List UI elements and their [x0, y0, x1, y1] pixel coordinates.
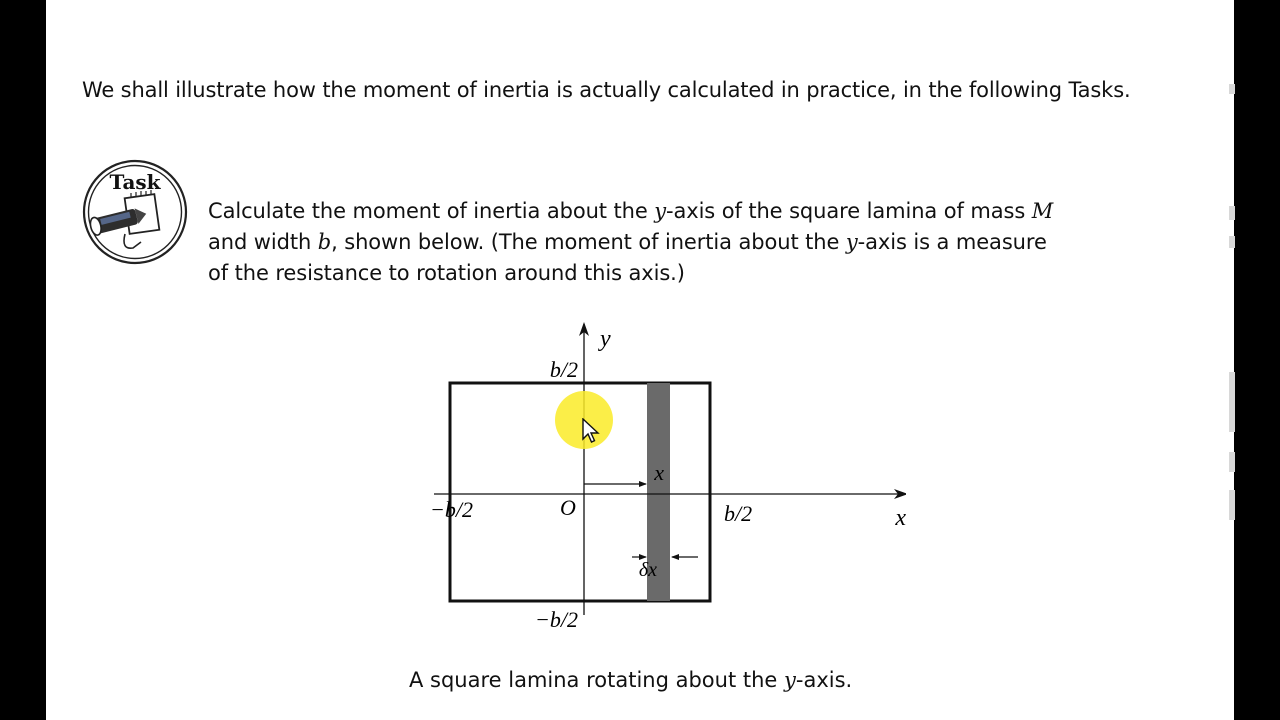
task-line-1-var-m: M: [1031, 199, 1054, 223]
figure-caption: [409, 668, 852, 692]
origin-label: O: [560, 495, 576, 520]
top-label: b/2: [549, 357, 578, 382]
task-line-2-text-a: and width: [208, 230, 318, 254]
caption-text-a: A square lamina rotating about the: [409, 668, 785, 692]
edge-mark: [1229, 236, 1235, 248]
task-line-1: [208, 196, 1068, 227]
task-line-2-text-c: -axis is a measure: [857, 230, 1047, 254]
bottom-label: −b/2: [535, 607, 578, 632]
strip-width-label: δx: [638, 559, 657, 581]
mouse-pointer-icon: [582, 418, 600, 444]
task-line-1-text-b: -axis of the square lamina of mass: [666, 199, 1032, 223]
task-line-2-text-b: , shown below. (The moment of inertia about the: [331, 230, 846, 254]
caption-var-y: y: [784, 668, 796, 692]
strip-distance-label: x: [654, 460, 664, 485]
task-line-2-var-y: y: [845, 230, 858, 254]
task-line-1-var-y: y: [654, 199, 666, 223]
edge-mark: [1229, 84, 1235, 94]
left-label: −b/2: [430, 497, 473, 522]
right-label: b/2: [724, 501, 753, 526]
document-page: [46, 0, 1234, 720]
task-line-2: [208, 227, 1068, 258]
edge-mark: [1229, 490, 1235, 520]
task-line-3: of the resistance to rotation around this axis.): [208, 261, 685, 285]
edge-mark: [1229, 452, 1235, 472]
caption-text-b: -axis.: [795, 668, 853, 692]
task-line-1-text-a: Calculate the moment of inertia about the: [208, 199, 655, 223]
edge-mark: [1229, 372, 1235, 432]
task-statement: [208, 196, 1068, 289]
window-edge: [1234, 0, 1280, 720]
task-line-2-var-b: b: [317, 230, 332, 254]
task-badge-label: Task: [109, 170, 161, 194]
edge-mark: [1229, 206, 1235, 220]
intro-paragraph: We shall illustrate how the moment of inertia is actually calculated in practice, in the following Tasks.: [82, 78, 1131, 102]
task-badge-icon: [81, 158, 189, 266]
y-axis-label: y: [600, 326, 611, 352]
x-axis-label: x: [895, 505, 906, 531]
lamina-diagram: [346, 310, 906, 650]
